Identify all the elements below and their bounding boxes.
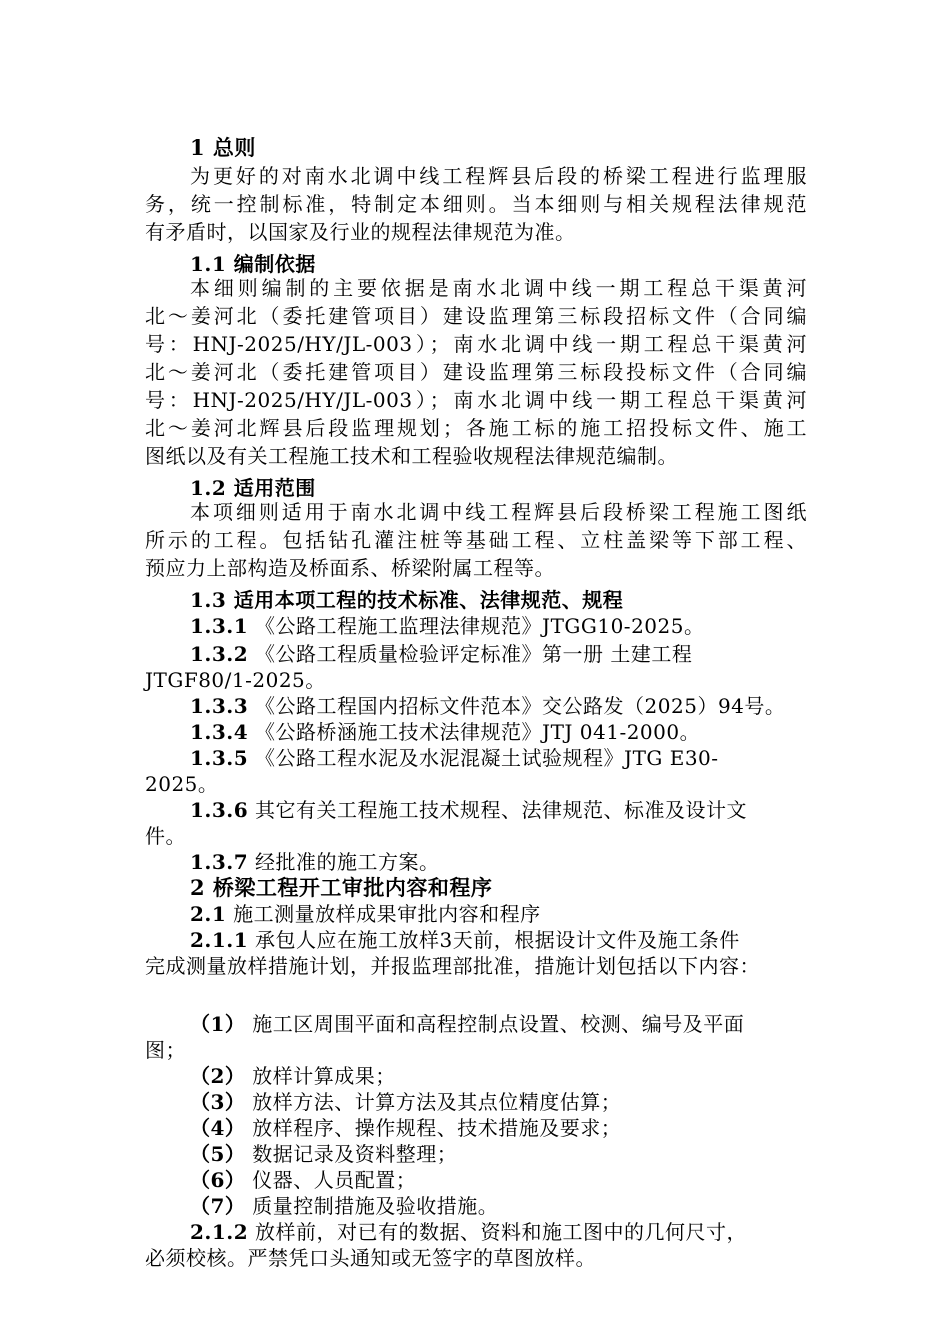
- section-1-2-heading: 1.2 适用范围: [190, 476, 316, 500]
- clause-line: [190, 926, 807, 954]
- clause-text: 《公路工程国内招标文件范本》交公路发（2025）94号。: [255, 694, 786, 718]
- clause-number: 2.1.1: [190, 928, 249, 952]
- clause-number: 1.3.7: [190, 850, 249, 874]
- clause-text: 其它有关工程施工技术规程、法律规范、标准及设计文: [255, 798, 748, 822]
- clause-line: [190, 612, 807, 640]
- paragraph-line: 图；: [145, 1038, 186, 1062]
- clause-line: [190, 796, 807, 824]
- list-text: 质量控制措施及验收措施。: [252, 1194, 499, 1218]
- paragraph-line: 号：HNJ-2025/HY/JL-003）；南水北调中线一期工程总干渠黄河: [145, 332, 807, 356]
- clause-line: [190, 900, 807, 928]
- clause-line: [190, 640, 807, 668]
- list-text: 放样计算成果；: [252, 1064, 396, 1088]
- clause-number: 1.3.6: [190, 798, 249, 822]
- list-item: [190, 1166, 807, 1194]
- clause-number: 2.1.2: [190, 1220, 249, 1244]
- paragraph-line: 预应力上部构造及桥面系、桥梁附属工程等。: [145, 556, 555, 580]
- clause-text: 放样前，对已有的数据、资料和施工图中的几何尺寸，: [255, 1220, 748, 1244]
- list-item: [190, 1192, 807, 1220]
- clause-text: 《公路工程质量检验评定标准》第一册 土建工程: [255, 642, 693, 666]
- paragraph-line: 为更好的对南水北调中线工程辉县后段的桥梁工程进行监理服: [190, 164, 807, 188]
- paragraph-line: 2025。: [145, 772, 219, 796]
- list-number: （2）: [190, 1064, 246, 1088]
- paragraph-line: 号：HNJ-2025/HY/JL-003）；南水北调中线一期工程总干渠黄河: [145, 388, 807, 412]
- list-item: [190, 1062, 807, 1090]
- list-text: 放样程序、操作规程、技术措施及要求；: [252, 1116, 622, 1140]
- list-text: 仪器、人员配置；: [252, 1168, 417, 1192]
- section-1-3-heading: 1.3 适用本项工程的技术标准、法律规范、规程: [190, 588, 624, 612]
- clause-text: 《公路桥涵施工技术法律规范》JTJ 041-2000。: [255, 720, 701, 744]
- list-number: （1）: [190, 1012, 246, 1036]
- list-number: （5）: [190, 1142, 246, 1166]
- clause-line: [190, 848, 807, 876]
- clause-text: 《公路工程施工监理法律规范》JTGG10-2025。: [255, 614, 705, 638]
- list-text: 放样方法、计算方法及其点位精度估算；: [252, 1090, 622, 1114]
- paragraph-line: 图纸以及有关工程施工技术和工程验收规程法律规范编制。: [145, 444, 678, 468]
- clause-number: 1.3.1: [190, 614, 249, 638]
- section-1-1-heading: 1.1 编制依据: [190, 252, 316, 276]
- list-number: （3）: [190, 1090, 246, 1114]
- paragraph-line: 北～姜河北（委托建管项目）建设监理第三标段投标文件（合同编: [145, 360, 807, 384]
- clause-text: 施工测量放样成果审批内容和程序: [233, 902, 541, 926]
- clause-line: [190, 744, 807, 772]
- clause-text: 承包人应在施工放样3天前，根据设计文件及施工条件: [255, 928, 740, 952]
- paragraph-line: 北～姜河北辉县后段监理规划；各施工标的施工招投标文件、施工: [145, 416, 807, 440]
- list-number: （6）: [190, 1168, 246, 1192]
- clause-number: 2.1: [190, 902, 227, 926]
- paragraph-line: 所示的工程。包括钻孔灌注桩等基础工程、立柱盖梁等下部工程、: [145, 528, 807, 552]
- clause-text: 《公路工程水泥及水泥混凝土试验规程》JTG E30-: [255, 746, 719, 770]
- clause-number: 1.3.2: [190, 642, 249, 666]
- clause-line: [190, 718, 807, 746]
- list-text: 数据记录及资料整理；: [252, 1142, 458, 1166]
- list-item: [190, 1114, 807, 1142]
- clause-number: 1.3.4: [190, 720, 249, 744]
- clause-line: [190, 1218, 807, 1246]
- list-number: （7）: [190, 1194, 246, 1218]
- paragraph-line: 本项细则适用于南水北调中线工程辉县后段桥梁工程施工图纸: [190, 500, 807, 524]
- paragraph-line: 北～姜河北（委托建管项目）建设监理第三标段招标文件（合同编: [145, 304, 807, 328]
- clause-number: 1.3.5: [190, 746, 249, 770]
- paragraph-line: 有矛盾时，以国家及行业的规程法律规范为准。: [145, 220, 576, 244]
- list-number: （4）: [190, 1116, 246, 1140]
- section-1-heading: 1 总则: [190, 135, 256, 160]
- paragraph-line: 务，统一控制标准，特制定本细则。当本细则与相关规程法律规范: [145, 192, 807, 216]
- paragraph-line: 本细则编制的主要依据是南水北调中线一期工程总干渠黄河: [190, 276, 807, 300]
- paragraph-line: 件。: [145, 824, 186, 848]
- paragraph-line: JTGF80/1-2025。: [145, 668, 326, 692]
- clause-text: 经批准的施工方案。: [255, 850, 440, 874]
- paragraph-line: 完成测量放样措施计划，并报监理部批准，措施计划包括以下内容：: [145, 954, 760, 978]
- list-item: [190, 1088, 807, 1116]
- list-item: [190, 1010, 807, 1038]
- paragraph-line: 必须校核。严禁凭口头通知或无签字的草图放样。: [145, 1246, 596, 1270]
- clause-line: [190, 692, 807, 720]
- list-text: 施工区周围平面和高程控制点设置、校测、编号及平面: [252, 1012, 745, 1036]
- section-2-heading: 2 桥梁工程开工审批内容和程序: [190, 875, 493, 900]
- clause-number: 1.3.3: [190, 694, 249, 718]
- list-item: [190, 1140, 807, 1168]
